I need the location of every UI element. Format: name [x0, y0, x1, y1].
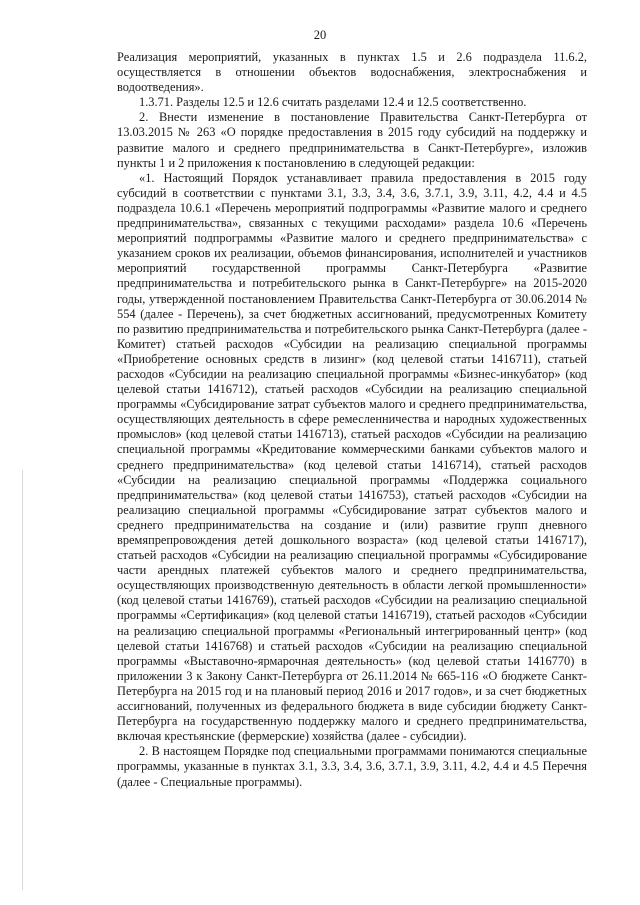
paragraph-realization: Реализация мероприятий, указанных в пунктах 1.5 и 2.6 подраздела 11.6.2, осуществляется в отношении объектов водоснабжения, электроснабжения и водоотведения».	[117, 50, 587, 95]
paragraph-order-point-2: 2. В настоящем Порядке под специальными программами понимаются специальные программы, указанные в пунктах 3.1, 3.3, 3.4, 3.6, 3.7.1, 3.9, 3.11, 4.2, 4.4 и 4.5 Перечня (далее - Специальные программы).	[117, 744, 587, 789]
paragraph-order-point-1: «1. Настоящий Порядок устанавливает правила предоставления в 2015 году субсидий в соответствии с пунктами 3.1, 3.3, 3.4, 3.6, 3.7.1, 3.9, 3.11, 4.2, 4.4 и 4.5 подраздела 10.6.1 «Перечень мероприятий подпрограммы «Развитие малого и среднего предпринимательства», связанных с текущими расходами» раздела 10.6 «Перечень мероприятий подпрограммы «Развитие малого и среднего предпринимательства» с указанием сроков их реализации, объемов финансирования, исполнителей и участников мероприятий государственной программы Санкт-Петербурга «Развитие предпринимательства и потребительского рынка в Санкт-Петербурге» на 2015-2020 годы, утвержденной постановлением Правительства Санкт-Петербурга от 30.06.2014 № 554 (далее - Перечень), за счет бюджетных ассигнований, предусмотренных Комитету по развитию предпринимательства и потребительского рынка Санкт-Петербурга (далее - Комитет) статьей расходов «Субсидии на реализацию специальной программы «Приобретение основных средств в лизинг» (код целевой статьи 1416711), статьей расходов «Субсидии на реализацию специальной программы «Бизнес-инкубатор» (код целевой статьи 1416712), статьей расходов «Субсидии на реализацию специальной программы «Субсидирование затрат субъектов малого и среднего предпринимательства, осуществляющих деятельность в сфере ремесленничества и народных художественных промыслов» (код целевой статьи 1416713), статьей расходов «Субсидии на реализацию специальной программы «Кредитование коммерческими банками субъектов малого и среднего предпринимательства» (код целевой статьи 1416714), статьей расходов «Субсидии на реализацию специальной программы «Поддержка социального предпринимательства» (код целевой статьи 1416753), статьей расходов «Субсидии на реализацию специальной программы «Субсидирование затрат субъектов малого и среднего предпринимательства на создание и (или) развитие групп дневного времяпрепровождения детей дошкольного возраста» (код целевой статьи 1416717), статьей расходов «Субсидии на реализацию специальной программы «Субсидирование части арендных платежей субъектов малого и среднего предпринимательства, осуществляющих производственную деятельность в области легкой промышленности» (код целевой статьи 1416769), статьей расходов «Субсидии на реализацию специальной программы «Сертификация» (код целевой статьи 1416719), статьей расходов «Субсидии на реализацию специальной программы «Региональный интегрированный центр» (код целевой статьи 1416768) и статьей расходов «Субсидии на реализацию специальной программы «Выставочно-ярмарочная деятельность» (код целевой статьи 1416770) в приложении 3 к Закону Санкт-Петербурга от 26.11.2014 № 665-116 «О бюджете Санкт-Петербурга на 2015 год и на плановый период 2016 и 2017 годов», и за счет бюджетных ассигнований, полученных из федерального бюджета в виде субсидии бюджету Санкт-Петербурга на государственную поддержку малого и среднего предпринимательства, включая крестьянские (фермерские) хозяйства (далее - субсидии).	[117, 170, 587, 744]
page-number: 20	[313, 28, 327, 42]
document-body	[117, 50, 587, 790]
paragraph-2-amendment: 2. Внести изменение в постановление Правительства Санкт-Петербурга от 13.03.2015 № 263 «О порядке предоставления в 2015 году субсидий на поддержку и развитие малого и среднего предпринимательства в Санкт-Петербурге», изложив пункты 1 и 2 приложения к постановлению в следующей редакции:	[117, 110, 587, 170]
paragraph-1-3-71: 1.3.71. Разделы 12.5 и 12.6 считать разделами 12.4 и 12.5 соответственно.	[139, 95, 527, 110]
scan-edge-mark	[22, 470, 23, 890]
